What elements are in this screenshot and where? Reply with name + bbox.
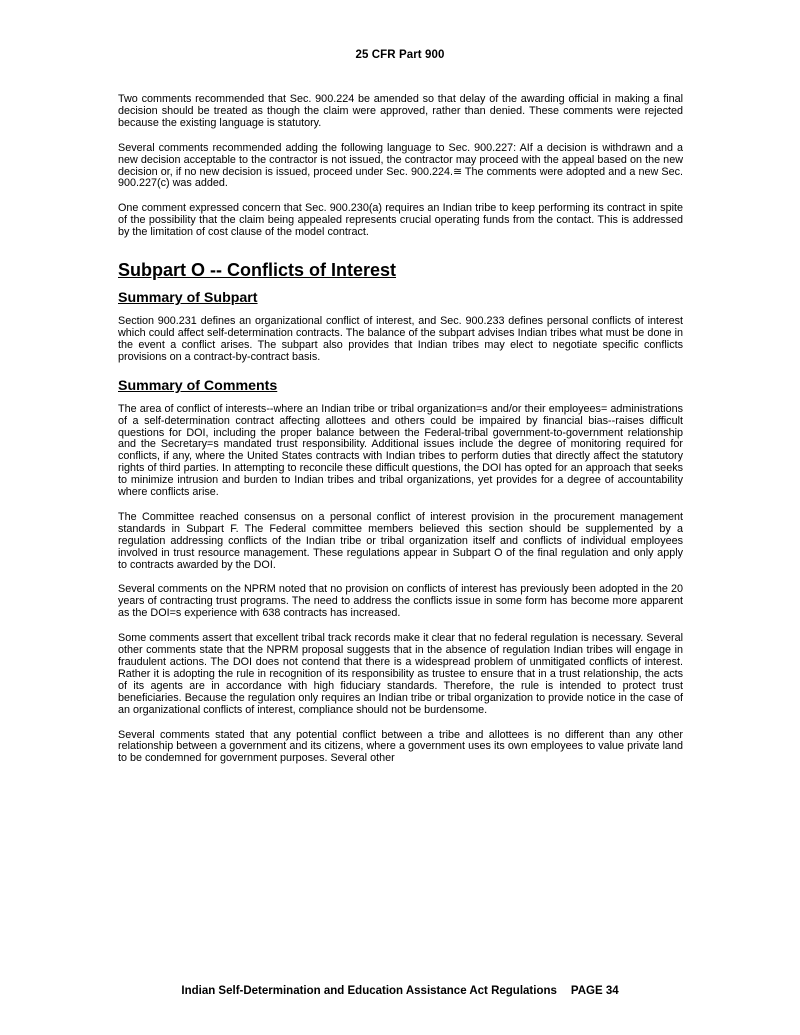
body-paragraph: One comment expressed concern that Sec. 900.230(a) requires an Indian tribe to keep performing its contract in spite of the possibility that the claim being appealed represents crucial operating funds from the contact. This is addressed by the limitation of cost clause of the model contract.: [118, 202, 683, 239]
body-paragraph: Several comments stated that any potential conflict between a tribe and allottees is no different than any other relationship between a government and its citizens, where a government uses its own employees to value private land to be condemned for government purposes. Several other: [118, 728, 683, 765]
body-paragraph: The area of conflict of interests--where an Indian tribe or tribal organization=s and/or their employees= administrations of a self-determination contract affecting allottees and others could be impaired by financial bias--raises difficult questions for DOI, including the proper balance between the Federal-tribal government-to-government relationship and the Secretary=s mandated trust responsibility. Additional issues include the degree of monitoring required for conflicts, if any, where the United States contracts with Indian tribes to perform duties that directly affect the statutory rights of third parties. In attempting to reconcile these difficult questions, the DOI has opted for an approach that seeks to minimize intrusion and burden to Indian tribes and tribal organizations, yet provides for a degree of accountability where conflicts arise.: [118, 402, 683, 499]
body-paragraph: Two comments recommended that Sec. 900.224 be amended so that delay of the awarding official in making a final decision should be treated as though the claim were approved, rather than denied. These comments were rejected because the existing language is statutory.: [118, 93, 683, 129]
footer-title: Indian Self-Determination and Education Assistance Act Regulations: [181, 985, 557, 997]
body-paragraph: Some comments assert that excellent tribal track records make it clear that no federal regulation is necessary. Several other comments state that the NPRM proposal suggests that in the absence of regulation Indian tribes will engage in fraudulent actions. The DOI does not contend that there is a widespread problem of unmitigated conflicts of interest. Rather it is adopting the rule in recognition of its responsibility as trustee to ensure that in a trust relationship, the acts of its agents are in accordance with high fiduciary standards. Therefore, the rule is intended to protect trust beneficiaries. Because the regulation only requires an Indian tribe or tribal organization to provide notice in the case of an organizational conflicts of interest, compliance should not be burdensome.: [118, 632, 683, 716]
body-paragraph: The Committee reached consensus on a personal conflict of interest provision in the procurement management standards in Subpart F. The Federal committee members believed this section should be supplemented by a regulation addressing conflicts of the Indian tribe or tribal organization itself and conflicts of individual employees involved in trust resource management. These regulations appear in Subpart O of the final regulation and only apply to contracts awarded by the DOI.: [118, 510, 683, 571]
summary-subpart-heading: Summary of Subpart: [118, 290, 258, 307]
page-content: [118, 94, 683, 778]
section-title: Subpart O -- Conflicts of Interest: [118, 260, 397, 281]
body-paragraph: Section 900.231 defines an organizational conflict of interest, and Sec. 900.233 defines personal conflicts of interest which could affect self-determination contracts. The balance of the subpart advises Indian tribes what must be done in the event a conflict arises. The subpart also provides that Indian tribes may elect to negotiate specific conflicts provisions on a contract-by-contract basis.: [118, 315, 683, 363]
running-footer: [0, 985, 800, 997]
body-paragraph: Several comments on the NPRM noted that no provision on conflicts of interest has previously been adopted in the 20 years of contracting trust programs. The need to address the conflicts issue in some form has become more apparent as the DOI=s experience with 638 contracts has increased.: [118, 583, 683, 620]
running-header: 25 CFR Part 900: [355, 49, 445, 61]
summary-comments-heading: Summary of Comments: [118, 377, 278, 394]
body-paragraph: Several comments recommended adding the following language to Sec. 900.227: AIf a decision is withdrawn and a new decision acceptable to the contractor is not issued, the contractor may proceed with the appeal based on the new decision or, if no new decision is issued, proceed under Sec. 900.224.≅ The comments were adopted and a new Sec. 900.227(c) was added.: [118, 141, 683, 190]
page-number: PAGE 34: [570, 985, 619, 997]
